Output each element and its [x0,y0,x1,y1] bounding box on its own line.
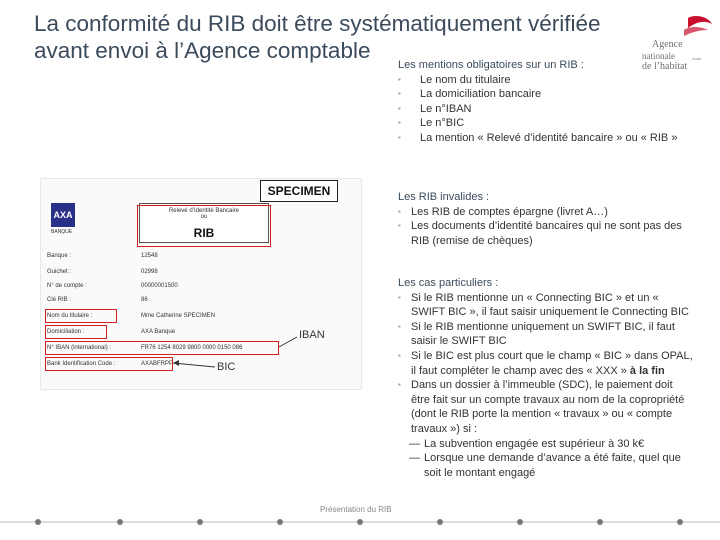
rib-row-value: 12548 [141,253,158,259]
rib-row-value: 02998 [141,269,158,275]
bullet-icon: ▪ [398,292,401,302]
rib-row-value: 00000001500 [141,283,178,289]
rib-row-label: Bank Identification Code : [47,361,116,367]
bullet-icon: ▪ [398,350,401,360]
bullet-icon: ▪ [398,74,401,84]
particuliers-section [398,276,694,480]
list-item: ▪ Les documents d’identité bancaires qui ne sont pas des RIB (remise de chèques) [398,220,682,247]
rib-row-label: Clé RIB : [47,297,72,303]
rib-box-title: Relevé d’Identité Bancaire [168,208,240,214]
slide-title-line-1: La conformité du RIB doit être systématiquement vérifiée [34,11,601,36]
rib-box-rib: RIB [193,226,215,240]
annotation-arrows-icon [41,179,361,389]
footer-text: Présentation du RIB [320,505,392,514]
logo-line-1: Agence [652,39,683,50]
rib-row-label: Nom du titulaire : [47,313,93,319]
slide-title [34,10,644,64]
rib-row-label: N° IBAN (international) : [47,345,112,351]
mentions-list [398,73,694,146]
list-item: ▪ Le n°IBAN [398,102,472,115]
invalides-heading: Les RIB invalides : [398,191,490,203]
rib-row-value: FR76 1254 8029 9800 0000 0150 086 [141,345,243,351]
rib-row-label: Domiciliation : [47,329,85,335]
list-item: ▪ La domiciliation bancaire [398,88,542,101]
list-item: ▪ Les RIB de comptes épargne (livret A…) [398,205,608,218]
bullet-icon: ▪ [398,103,401,113]
bullet-icon: ▪ [398,206,401,216]
logo-line-2: nationale [642,51,675,61]
bullet-icon: ▪ [398,132,401,142]
slide-title-line-2: avant envoi à l’Agence comptable [34,38,371,63]
sub-list-item: — La subvention engagée est supérieur à 30 k€ [409,437,645,450]
list-item: ▪ La mention « Relevé d’identité bancaire » ou « RIB » [398,131,678,144]
bullet-icon: ▪ [398,221,401,231]
list-item: ▪ Si le BIC est plus court que le champ « BIC » dans OPAL, il faut compléter le champ avec des « XXX » à la fin [398,349,693,377]
rib-row-value: Mme Catherine SPECIMEN [141,313,216,319]
invalides-section [398,190,694,248]
particuliers-heading: Les cas particuliers : [398,277,499,289]
axa-logo: AXA [51,203,75,227]
slide-progress-dots [0,514,720,540]
bullet-icon: ▪ [398,118,401,128]
bullet-icon: ▪ [398,89,401,99]
rib-row-label: N° de compte : [47,283,87,289]
anah-logo-mark-icon [636,14,714,40]
list-item: ▪ Si le RIB mentionne un « Connecting BIC » et un « SWIFT BIC », il faut saisir uniquement le Connecting BIC [398,291,689,319]
rib-specimen-image [40,178,362,390]
list-item: ▪ Dans un dossier à l’immeuble (SDC), le paiement doit être fait sur un compte travaux au nom de la copropriété (dont le RIB porte la mention « travaux » ou « compte travaux ») si : [398,379,685,435]
axa-banque-label: BANQUE [51,229,73,235]
list-item: ▪ Si le RIB mentionne uniquement un SWIFT BIC, il faut saisir le SWIFT BIC [398,320,675,348]
rib-row-value: 86 [141,297,148,303]
sub-list-item: — Lorsque une demande d’avance a été faite, quel que soit le montant engagé [409,452,681,479]
invalides-list [398,205,694,249]
dash-icon: — [409,452,420,465]
list-item: ▪ Le nom du titulaire [398,73,511,86]
rib-row-label: Banque : [47,253,72,259]
bullet-icon: ▪ [398,380,401,390]
mentions-section [398,58,694,146]
list-item: ▪ Le n°BIC [398,117,465,130]
rib-row-label: Guichet : [47,269,72,275]
bullet-icon: ▪ [398,321,401,331]
rib-row-value: AXABFRPP [141,361,174,367]
particuliers-list [398,291,694,481]
specimen-stamp: SPECIMEN [260,180,338,202]
mentions-heading: Les mentions obligatoires sur un RIB : [398,59,584,71]
rib-row-value: AXA Banque [141,329,176,335]
bic-annotation: BIC [217,361,236,373]
logo-line-3: de l’habitat [642,61,688,72]
iban-annotation: IBAN [299,329,325,341]
dash-icon: — [409,437,420,450]
rib-box-or: ou [200,214,208,220]
logo-tiny-text: Anah [692,56,702,61]
